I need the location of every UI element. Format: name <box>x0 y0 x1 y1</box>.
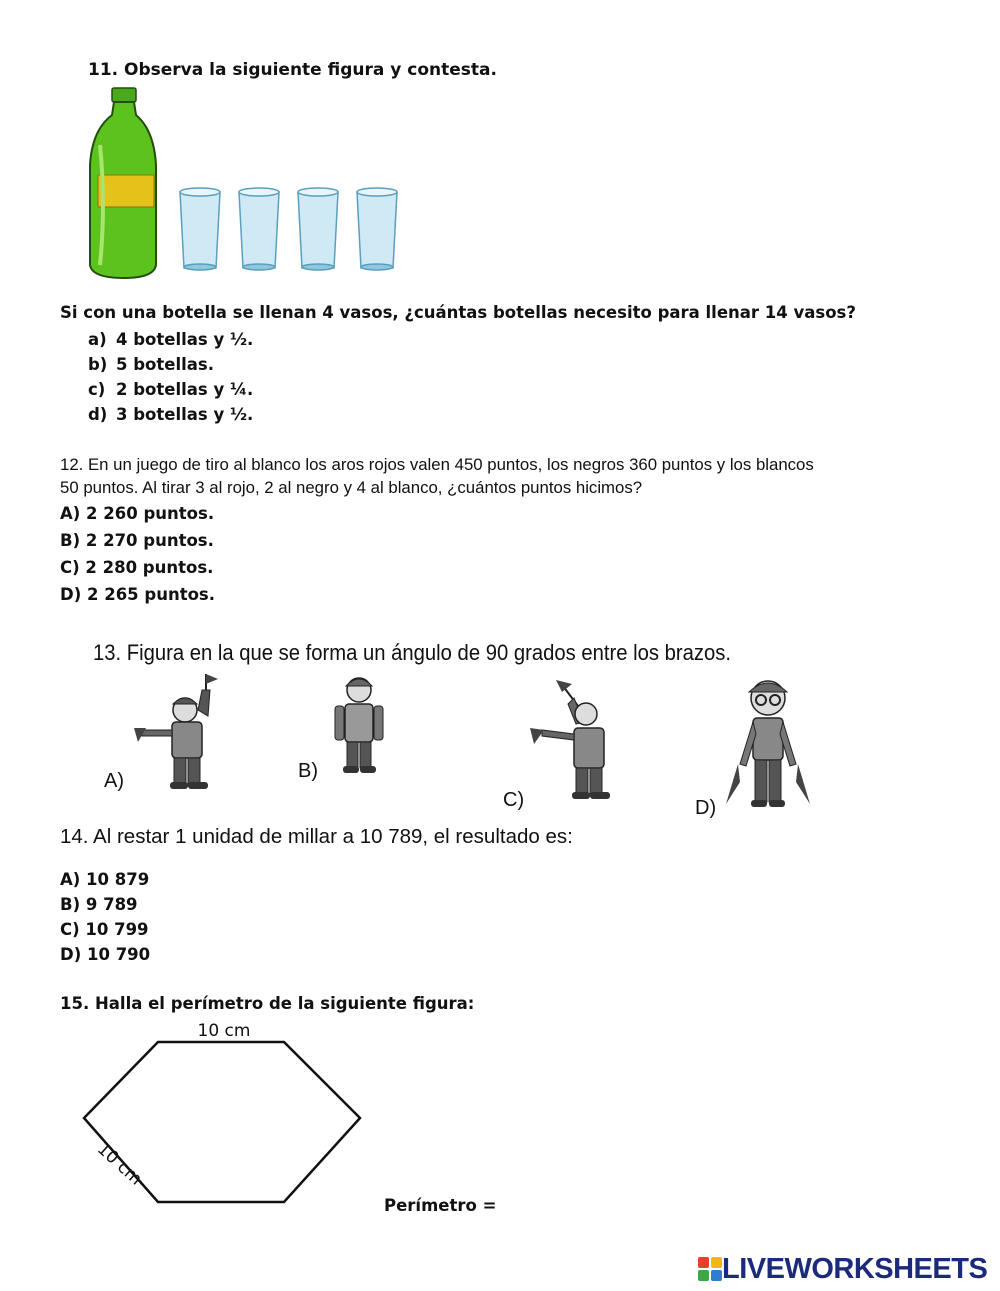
perimeter-label: Perímetro = <box>384 1196 497 1215</box>
logo-text: LIVEWORKSHEETS <box>722 1252 988 1285</box>
glass-icon <box>357 188 397 270</box>
option-d[interactable]: d) 3 botellas y ½. <box>88 405 254 424</box>
question-11-title: 11. Observa la siguiente figura y contesta. <box>88 60 497 80</box>
option-c[interactable]: C) 10 799 <box>60 920 149 939</box>
hexagon-figure <box>76 1014 376 1214</box>
question-14-title: 14. Al restar 1 unidad de millar a 10 789, el resultado es: <box>60 825 573 848</box>
option-d[interactable]: D) 2 265 puntos. <box>60 585 216 604</box>
liveworksheets-logo <box>698 1252 987 1286</box>
figure-c-worker-icon[interactable] <box>528 678 620 802</box>
figure-a-label: A) <box>104 770 124 792</box>
question-12-line-2: 50 puntos. Al tirar 3 al rojo, 2 al negro y 4 al blanco, ¿cuántos puntos hicimos? <box>60 478 643 497</box>
question-12-options <box>60 500 215 608</box>
glass-icon <box>239 188 279 270</box>
question-13-title: 13. Figura en la que se forma un ángulo de 90 grados entre los brazos. <box>93 640 731 665</box>
option-c[interactable]: c) 2 botellas y ¼. <box>88 380 254 399</box>
bottle-and-glasses-illustration <box>84 85 436 283</box>
question-12-text <box>60 453 960 499</box>
question-15-title: 15. Halla el perímetro de la siguiente figura: <box>60 994 475 1013</box>
figure-b-label: B) <box>298 760 318 782</box>
option-b[interactable]: b) 5 botellas. <box>88 355 214 374</box>
option-b[interactable]: B) 2 270 puntos. <box>60 531 214 550</box>
glass-icon <box>298 188 338 270</box>
figure-c-label: C) <box>503 789 525 811</box>
top-side-label: 10 cm <box>197 1021 251 1041</box>
question-14-options <box>60 867 150 967</box>
bottle-icon <box>90 88 156 278</box>
option-d[interactable]: D) 10 790 <box>60 945 151 964</box>
option-c[interactable]: C) 2 280 puntos. <box>60 558 214 577</box>
perimeter-answer-input[interactable] <box>498 1196 678 1218</box>
figure-b-worker-icon[interactable] <box>330 674 388 776</box>
option-a[interactable]: a) 4 botellas y ½. <box>88 330 254 349</box>
side-label: 10 cm <box>92 1139 146 1190</box>
glass-icon <box>180 188 220 270</box>
figure-a-worker-icon[interactable] <box>128 670 228 792</box>
question-11-stem: Si con una botella se llenan 4 vasos, ¿cuántas botellas necesito para llenar 14 vasos? <box>60 303 856 322</box>
question-12-line-1: 12. En un juego de tiro al blanco los aros rojos valen 450 puntos, los negros 360 puntos y los blancos <box>60 455 814 474</box>
option-b[interactable]: B) 9 789 <box>60 895 138 914</box>
figure-d-worker-icon[interactable] <box>722 674 814 816</box>
option-a[interactable]: A) 10 879 <box>60 870 150 889</box>
logo-blocks-icon <box>698 1257 722 1281</box>
question-11-options <box>88 327 253 427</box>
figure-d-label: D) <box>695 797 717 819</box>
option-a[interactable]: A) 2 260 puntos. <box>60 504 215 523</box>
